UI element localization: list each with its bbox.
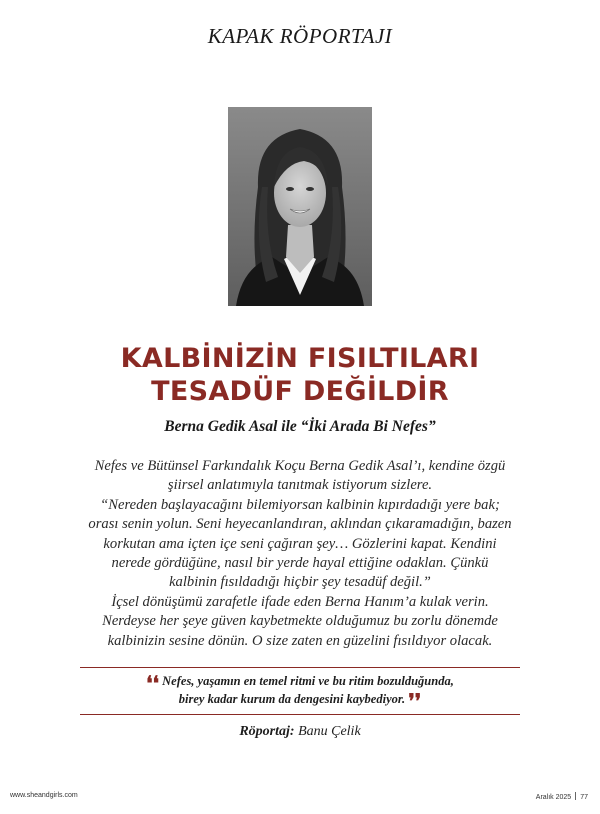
intro-line: kalbinin fısıldadığı hiçbir şey tesadüf değil.” xyxy=(169,574,431,591)
section-label: KAPAK RÖPORTAJI xyxy=(207,24,393,48)
credit-name: Banu Çelik xyxy=(298,724,361,739)
interview-credit xyxy=(0,724,600,740)
intro-line: korkutan ama içten içe seni çağıran şey… Gözlerini kapat. Kendini xyxy=(103,535,497,552)
pull-quote-top-divider xyxy=(80,667,520,668)
intro-line: kalbinizin sesine dönün. O size zaten en güzelini fısıldıyor olacak. xyxy=(107,632,493,649)
article-subtitle: Berna Gedik Asal ile “İki Arada Bi Nefes” xyxy=(164,418,436,435)
intro-line: Nefes ve Bütünsel Farkındalık Koçu Berna Gedik Asal’ı, kendine özgü xyxy=(94,458,506,474)
intro-line: “Nereden başlayacağını bilemiyorsan kalbinin kıpırdadığı yere bak; xyxy=(100,496,500,513)
open-quote-icon: ❛❛ xyxy=(146,671,160,695)
pull-quote xyxy=(0,671,600,713)
footer-issue-info xyxy=(536,792,588,801)
credit-label: Röportaj: xyxy=(239,724,295,739)
pull-quote-line-2: birey kadar kurum da dengesini kaybediyor. xyxy=(178,692,406,706)
intro-line: Nerdeyse her şeye güven kaybetmekte olduğumuz bu zorlu dönemde xyxy=(102,613,498,630)
pull-quote-bottom-divider xyxy=(80,714,520,715)
cover-portrait-photo xyxy=(228,107,372,306)
article-title-line-1: KALBİNİZİN FISILTILARI xyxy=(120,343,480,374)
footer-page-number: 77 xyxy=(580,794,588,801)
intro-line: İçsel dönüşümü zarafetle ifade eden Berna Hanım’a kulak verin. xyxy=(111,593,489,610)
close-quote-icon: ❜❜ xyxy=(408,689,422,713)
intro-line: nerede gördüğüne, nasıl bir yerde hayal ettiğine odaklan. Çünkü xyxy=(111,555,489,572)
article-title xyxy=(0,342,600,408)
footer-issue-date: Aralık 2025 xyxy=(535,794,572,801)
intro-line: orası senin yolun. Seni heyecanlandıran, aklından çıkaramadığın, bazen xyxy=(88,516,512,533)
intro-line: şiirsel anlatımıyla tanıtmak istiyorum sizlere. xyxy=(167,477,433,494)
intro-paragraph xyxy=(62,457,538,651)
article-title-line-2: TESADÜF DEĞİLDİR xyxy=(151,376,449,407)
footer-website-link[interactable]: www.sheandgirls.com xyxy=(10,792,78,799)
footer-separator xyxy=(575,792,576,800)
pull-quote-line-1: Nefes, yaşamın en temel ritmi ve bu ritim bozulduğunda, xyxy=(162,674,454,688)
